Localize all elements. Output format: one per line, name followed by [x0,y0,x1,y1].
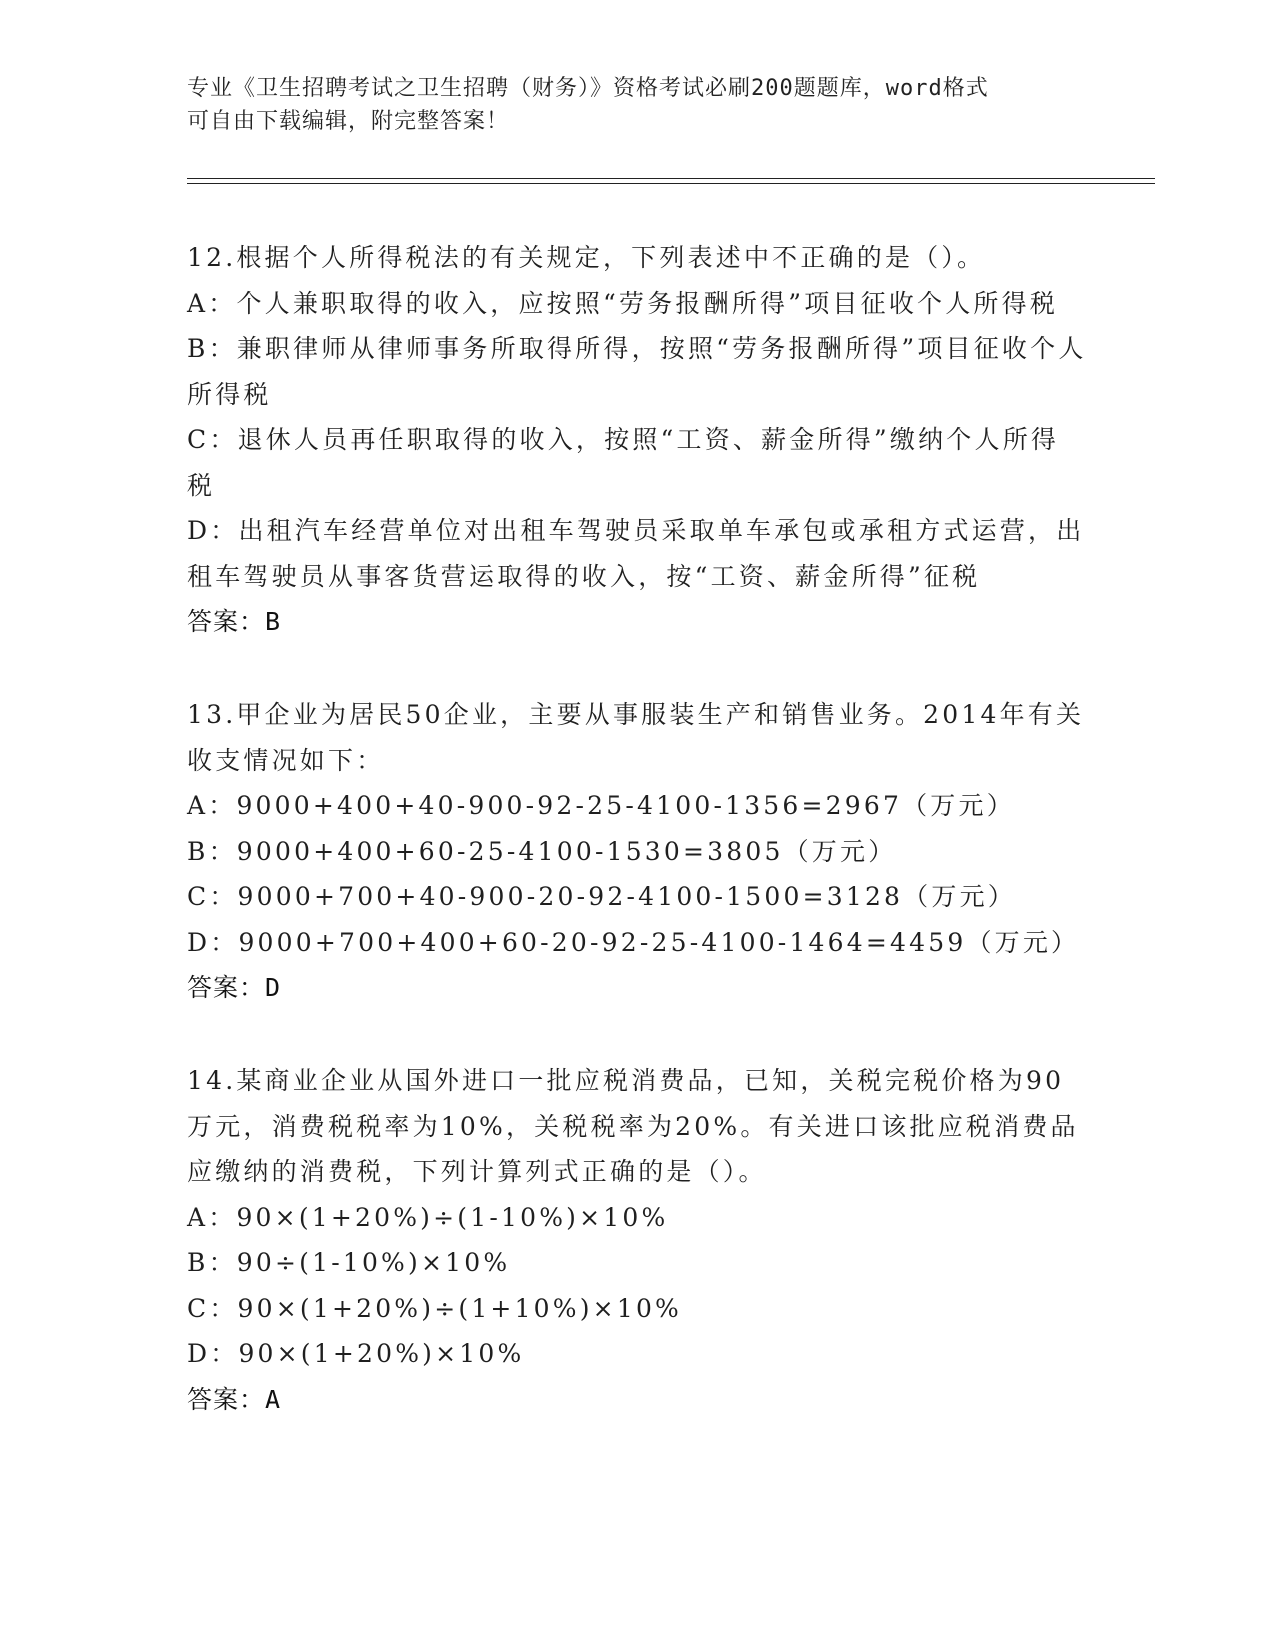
header-title-line-2: 可自由下载编辑，附完整答案！ [187,109,510,134]
option-b: B：兼职律师从律师事务所取得所得，按照“劳务报酬所得”项目征收个人所得税 [187,334,1087,409]
option-a: A：90×(1+20%)÷(1-10%)×10% [187,1202,669,1232]
question-stem: 12.根据个人所得税法的有关规定，下列表述中不正确的是（）。 [187,243,986,272]
option-d: D：90×(1+20%)×10% [187,1339,525,1368]
option-a: A：个人兼职取得的收入，应按照“劳务报酬所得”项目征收个人所得税 [187,288,1059,318]
question-12 [187,235,1087,644]
option-d: D：9000+700+400+60-20-92-25-4100-1464=4459（万元） [187,927,1080,957]
question-13 [187,692,1087,1010]
option-c: C：退休人员再任职取得的收入，按照“工资、薪金所得”缴纳个人所得税 [187,425,1060,500]
option-d: D：出租汽车经营单位对出租车驾驶员采取单车承包或承租方式运营，出租车驾驶员从事客货营运取得的收入，按“工资、薪金所得”征税 [187,516,1085,591]
question-stem: 14.某商业企业从国外进口一批应税消费品，已知，关税完税价格为90万元，消费税税率为10%，关税税率为20%。有关进口该批应税消费品应缴纳的消费税，下列计算列式正确的是（）。 [187,1066,1079,1186]
option-a: A：9000+400+40-900-92-25-4100-1356=2967（万元） [187,791,1015,820]
question-stem: 13.甲企业为居民50企业，主要从事服装生产和销售业务。2014年有关收支情况如下： [187,700,1085,775]
header-divider [187,178,1155,184]
option-c: C：90×(1+20%)÷(1+10%)×10% [187,1293,683,1323]
question-14 [187,1058,1087,1422]
answer-label: 答案：D [187,973,282,1002]
answer-label: 答案：A [187,1384,282,1414]
answer-label: 答案：B [187,607,282,636]
option-c: C：9000+700+40-900-20-92-4100-1500=3128（万元） [187,882,1016,911]
option-b: B：90÷(1-10%)×10% [187,1248,511,1277]
document-header [187,72,1087,138]
option-b: B：9000+400+60-25-4100-1530=3805（万元） [187,836,897,866]
question-list [187,235,1087,1470]
header-title-line-1: 专业《卫生招聘考试之卫生招聘（财务）》资格考试必刷200题题库，word格式 [187,76,989,101]
